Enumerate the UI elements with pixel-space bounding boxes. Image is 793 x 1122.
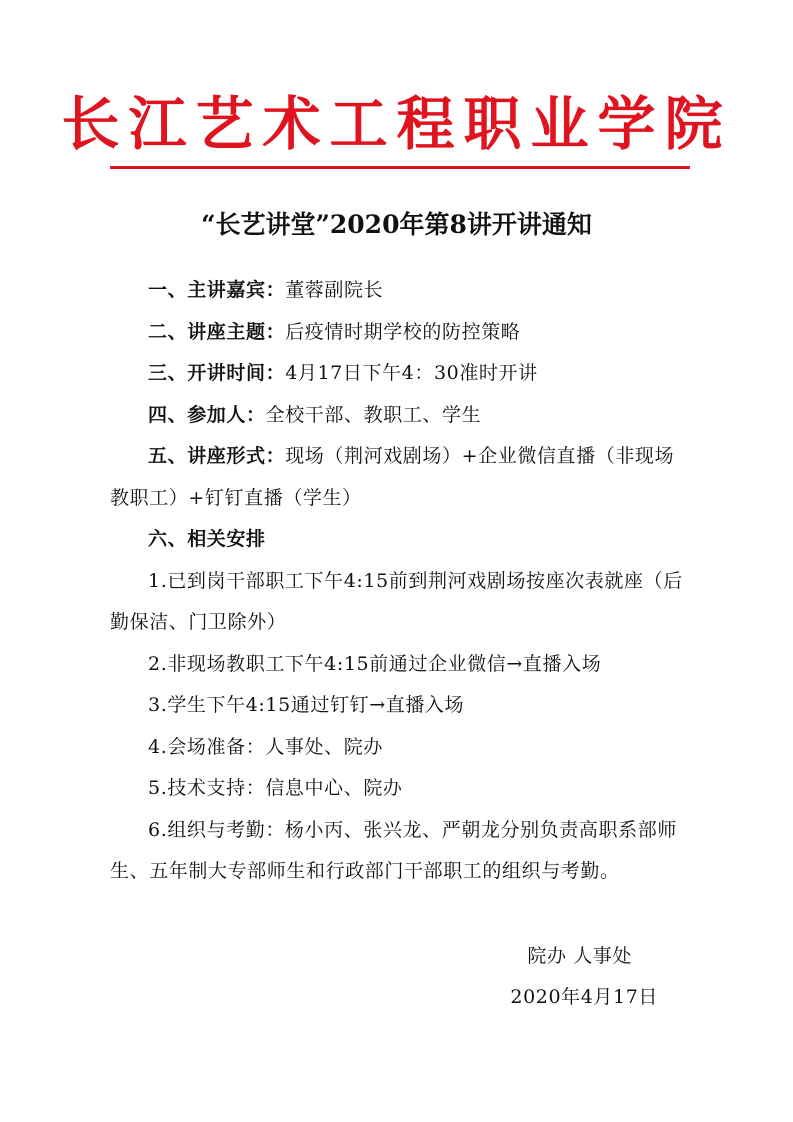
item-value: 后疫情时期学校的防控策略: [285, 320, 521, 343]
arrangement-item: 4.会场准备：人事处、院办: [148, 735, 383, 758]
item-time: [110, 353, 690, 395]
item-value: 董蓉副院长: [285, 279, 384, 301]
arrangement-item: 6.组织与考勤：杨小丙、张兴龙、严朝龙分别负责高职系部师生、五年制大专部师生和行政部门干部职工的组织与考勤。: [110, 818, 677, 882]
notice-body: [110, 270, 690, 893]
arrangement-item: 5.技术支持：信息中心、院办: [148, 777, 403, 799]
item-value: 现场（荆河戏剧场）+企业微信直播（非现场教职工）+钉钉直播（学生）: [110, 445, 675, 509]
item-label: 一、主讲嘉宾：: [148, 279, 286, 301]
arrangement-item: 2.非现场教职工下午4:15前通过企业微信→直播入场: [148, 652, 602, 675]
item-speaker: [110, 270, 690, 312]
arrangement-item: 1.已到岗干部职工下午4:15前到荆河戏剧场按座次表就座（后勤保洁、门卫除外）: [110, 569, 683, 633]
signature-block: [110, 936, 658, 1018]
item-value: 4月17日下午4：30准时开讲: [285, 362, 538, 384]
arrangement-item: 3.学生下午4:15通过钉钉→直播入场: [148, 694, 465, 716]
item-label: 四、参加人：: [148, 403, 266, 426]
item-label: 三、开讲时间：: [148, 362, 286, 384]
item-value: 全校干部、教职工、学生: [265, 403, 482, 426]
letterhead-red-rule: [110, 166, 690, 169]
issue-date: 2020年4月17日: [510, 986, 658, 1008]
item-topic: [110, 312, 690, 354]
arrangements-heading: 六、相关安排: [148, 528, 266, 550]
item-participants: [110, 395, 690, 437]
issuer: 院办 人事处: [527, 945, 632, 967]
item-label: 五、讲座形式：: [148, 445, 286, 467]
letterhead-title: [0, 88, 793, 160]
item-label: 二、讲座主题：: [148, 320, 286, 343]
notice-title: “长艺讲堂”2020年第8讲开讲通知: [201, 210, 592, 239]
item-format: [110, 436, 690, 519]
institution-name: 长江艺术工程职业学院: [61, 90, 732, 158]
